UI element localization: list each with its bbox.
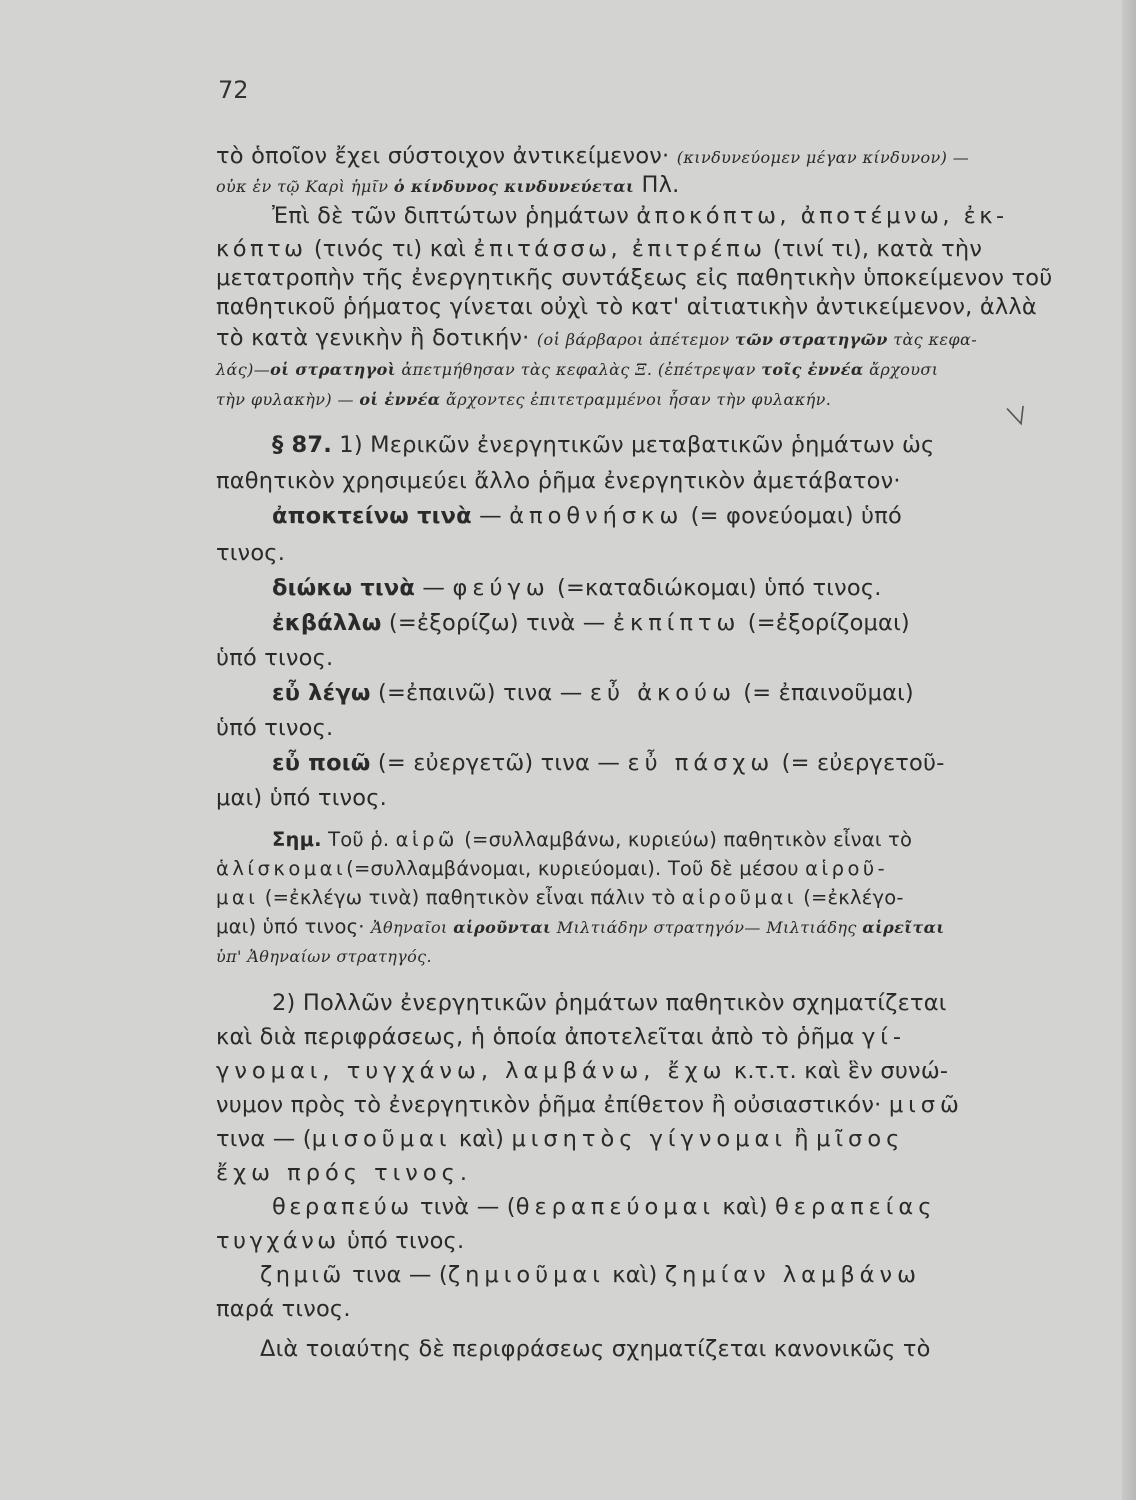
page-number: 72 — [218, 76, 249, 104]
text-span: Ἐπὶ δὲ τῶν διπτώτων ῥημάτων — [272, 203, 637, 229]
text-line — [216, 143, 1130, 169]
text-span: τινα — ( — [344, 1262, 448, 1288]
example-span: (κινδυνεύομεν μέγαν κίνδυνον) — — [676, 148, 970, 167]
example-span: Μιλτιάδην στρατηγόν— Μιλτιάδης — [551, 918, 863, 937]
text-span: — — [471, 503, 510, 529]
text-line — [272, 575, 1130, 601]
example-span-bold: τῶν στρατηγῶν — [735, 330, 888, 349]
text-line — [272, 750, 1130, 776]
example-span: ἄρχουσι — [863, 360, 939, 379]
spaced-span: γί- — [861, 1024, 906, 1050]
spaced-span: ἀποκόπτω, ἀποτέμνω, ἐκ- — [636, 203, 1008, 229]
text-line — [216, 265, 1130, 291]
bold-span: ἐκβάλλω — [272, 610, 382, 636]
spaced-span: εὖ πάσχω — [627, 750, 775, 776]
text-span: καὶ διὰ περιφράσεως, ἡ ὁποία ἀποτελεῖται ἀπὸ τὸ ῥῆμα — [216, 1024, 862, 1050]
text-span: (τινί τι), κατὰ τὴν — [765, 236, 983, 262]
text-span: (=ἐκλέγω τινὰ) παθητικὸν εἶναι πάλιν τὸ — [258, 886, 682, 909]
spaced-span: ἐκπίπτω — [612, 610, 741, 636]
text-span: τινὰ — ( — [412, 1194, 516, 1220]
text-span: νυμον πρὸς τὸ ἐνεργητικὸν ῥῆμα ἐπίθετον ἢ οὐσιαστικόν· — [216, 1092, 889, 1118]
example-span-bold: οἱ στρατηγοὶ — [270, 360, 396, 379]
text-line — [216, 715, 1130, 741]
spaced-span: μισῶ — [888, 1092, 964, 1118]
spaced-span: μισοῦμαι — [311, 1126, 452, 1152]
spaced-span: ἀποθνήσκω — [509, 503, 684, 529]
text-span: ὑπό τινος. — [216, 645, 334, 671]
text-line — [216, 1126, 1130, 1152]
text-span: (=ἐπαινῶ) τινα — — [370, 680, 590, 706]
bold-span: διώκω τινὰ — [272, 575, 416, 601]
text-line — [216, 385, 1130, 411]
example-span-bold: τοῖς ἐννέα — [761, 360, 864, 379]
text-span: (= εὐεργετοῦ- — [774, 750, 945, 776]
text-line — [272, 203, 1130, 229]
text-span: μαι) ὑπό τινος· — [216, 915, 372, 938]
bold-span: εὖ ποιῶ — [272, 750, 371, 776]
text-span: ἢ — [786, 1126, 817, 1152]
spaced-span: αἱρῶ — [395, 828, 458, 851]
text-line — [216, 325, 1130, 351]
text-span: — — [415, 575, 453, 601]
spaced-span: θεραπεύομαι — [515, 1194, 716, 1220]
spaced-span: μισητὸς γίγνομαι — [511, 1126, 787, 1152]
text-span: τὸ κατὰ γενικὴν ἢ δοτικήν· — [216, 325, 537, 351]
text-span: καὶ) — [604, 1262, 665, 1288]
example-span-bold: αἱρεῖται — [862, 918, 945, 937]
text-span: (=ἐξορίζω) τινὰ — — [381, 610, 613, 636]
example-span: ἀπετμήθησαν τὰς κεφαλὰς Ξ. (ἐπέτρεψαν — [395, 360, 762, 379]
text-line — [216, 172, 1130, 198]
example-span-bold: αἱροῦνται — [453, 918, 552, 937]
example-span: λάς)— — [216, 360, 271, 379]
text-line — [216, 468, 1130, 494]
text-line — [216, 355, 1130, 381]
text-span: Πλ. — [634, 172, 680, 198]
example-span: οὐκ ἐν τῷ Καρὶ ἡμῖν — [216, 177, 394, 196]
text-line — [272, 503, 1130, 529]
spaced-span: μαι — [216, 886, 259, 909]
spaced-span: ἔχω πρός τινος — [216, 1160, 460, 1186]
text-line — [216, 944, 1130, 967]
text-span: μετατροπὴν τῆς ἐνεργητικῆς συντάξεως εἰς παθητικὴν ὑποκείμενον τοῦ — [216, 265, 1053, 291]
text-line — [216, 236, 1130, 262]
text-line — [216, 785, 1130, 811]
text-span: ὑπό τινος. — [339, 1228, 465, 1254]
text-span: (=ἐξορίζομαι) — [740, 610, 910, 636]
text-line — [216, 294, 1130, 320]
spaced-span: ἁλίσκομαι — [216, 857, 347, 880]
text-line — [260, 1262, 1130, 1288]
example-span: Ἀθηναῖοι — [371, 918, 454, 937]
spaced-span: ζημιῶ — [260, 1262, 345, 1288]
spaced-span: κόπτω — [216, 236, 307, 262]
text-span: (=συλλαμβάνομαι, κυριεύομαι). Τοῦ δὲ μέσου — [346, 857, 806, 880]
text-span: 1) Μερικῶν ἐνεργητικῶν μεταβατικῶν ῥημάτων ὡς — [331, 432, 935, 458]
example-span-bold: ὁ κίνδυνος κινδυνεύεται — [393, 177, 635, 196]
text-line — [272, 828, 1130, 851]
text-span: παθητικὸν χρησιμεύει ἄλλο ῥῆμα ἐνεργητικὸν ἀμετάβατον· — [216, 468, 901, 494]
text-line — [216, 857, 1130, 880]
text-span: Διὰ τοιαύτης δὲ περιφράσεως σχηματίζεται κανονικῶς τὸ — [260, 1336, 931, 1362]
bold-span: ἀποκτείνω τινὰ — [272, 503, 472, 529]
spaced-span: θεραπεύω — [272, 1194, 413, 1220]
text-line — [216, 1058, 1130, 1084]
example-span: τὴν φυλακὴν) — — [216, 390, 360, 409]
text-span: τινα — ( — [216, 1126, 312, 1152]
text-span: κ.τ.τ. καὶ ἓν συνώ- — [726, 1058, 949, 1084]
text-span: (=καταδιώκομαι) ὑπό τινος. — [549, 575, 882, 601]
text-line — [216, 540, 1130, 566]
example-span: ὑπ' Ἀθηναίων στρατηγός. — [216, 947, 433, 966]
text-line — [272, 610, 1130, 636]
text-span: τινος. — [216, 540, 286, 566]
text-line — [272, 680, 1130, 706]
spaced-span: ἐπιτάσσω, ἐπιτρέπω — [473, 236, 766, 262]
text-line — [216, 1296, 1130, 1322]
text-span: (= εὐεργετῶ) τινα — — [370, 750, 628, 776]
spaced-span: τυγχάνω — [216, 1228, 340, 1254]
example-span: ἄρχοντες ἐπιτετραμμένοι ἦσαν τὴν φυλακήν. — [440, 390, 832, 409]
text-span: . — [459, 1160, 468, 1186]
spaced-span: ζημίαν λαμβάνω — [664, 1262, 921, 1288]
spaced-span: αἱροῦ- — [805, 857, 889, 880]
example-span-bold: οἱ ἐννέα — [359, 390, 441, 409]
spaced-span: μῖσος — [816, 1126, 905, 1152]
text-span: μαι) ὑπό τινος. — [216, 785, 388, 811]
text-span: ὑπό τινος. — [216, 715, 334, 741]
text-span: καὶ) — [451, 1126, 512, 1152]
text-span: τὸ ὁποῖον ἔχει σύστοιχον ἀντικείμενον· — [216, 143, 677, 169]
spaced-span: γνομαι, τυγχάνω, λαμβάνω, ἔχω — [216, 1058, 727, 1084]
text-span: (=ἐκλέγο- — [796, 886, 904, 909]
text-line — [216, 886, 1130, 909]
spaced-span: ζημιοῦμαι — [447, 1262, 605, 1288]
bold-span: εὖ λέγω — [272, 680, 371, 706]
section-number: § 87. — [272, 432, 332, 458]
spaced-span: θεραπείας — [775, 1194, 937, 1220]
text-span: (= ἐπαινοῦμαι) — [735, 680, 914, 706]
text-span: (τινός τι) καὶ — [306, 236, 474, 262]
text-line — [216, 645, 1130, 671]
note-label: Σημ. — [272, 828, 322, 851]
text-line — [272, 990, 1130, 1016]
text-line — [216, 1160, 1130, 1186]
spaced-span: φεύγω — [452, 575, 550, 601]
text-span: 2) Πολλῶν ἐνεργητικῶν ῥημάτων παθητικὸν σχηματίζεται — [272, 990, 947, 1016]
text-line — [272, 1194, 1130, 1220]
text-span: παθητικοῦ ῥήματος γίνεται οὐχὶ τὸ κατ' αἰτιατικὴν ἀντικείμενον, ἀλλὰ — [216, 294, 1037, 320]
text-line — [260, 1336, 1130, 1362]
text-span: καὶ) — [715, 1194, 776, 1220]
spaced-span: εὖ ἀκούω — [589, 680, 736, 706]
text-line — [216, 915, 1130, 938]
text-span: (=συλλαμβάνω, κυριεύω) παθητικὸν εἶναι τὸ — [457, 828, 913, 851]
example-span: (οἱ βάρβαροι ἀπέτεμον — [536, 330, 736, 349]
example-span: τὰς κεφα- — [887, 330, 977, 349]
text-line — [216, 1024, 1130, 1050]
text-span: (= φονεύομαι) ὑπό — [683, 503, 902, 529]
text-span: Τοῦ ῥ. — [321, 828, 396, 851]
text-line — [216, 1228, 1130, 1254]
text-line — [216, 1092, 1130, 1118]
text-span: παρά τινος. — [216, 1296, 351, 1322]
spaced-span: αἱροῦμαι — [681, 886, 797, 909]
text-line — [272, 432, 1130, 458]
